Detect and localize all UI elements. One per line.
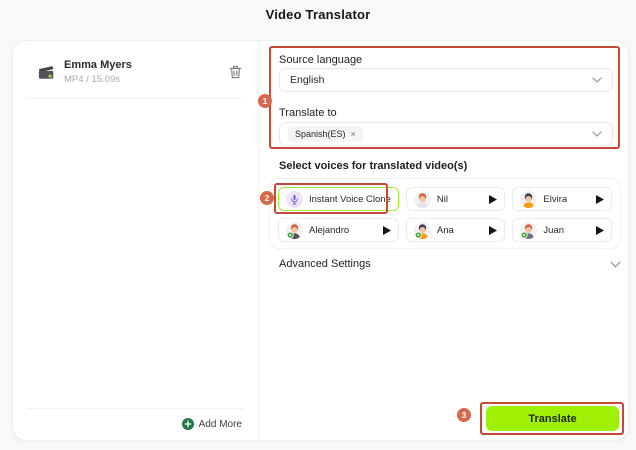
advanced-settings-label: Advanced Settings — [279, 258, 371, 270]
file-name: Emma Myers — [64, 59, 132, 71]
play-icon — [596, 226, 604, 235]
voice-option-ana[interactable] — [406, 218, 506, 242]
voice-option-juan[interactable] — [512, 218, 612, 242]
chevron-down-icon — [610, 261, 621, 268]
language-tag — [288, 126, 363, 142]
chevron-down-icon — [592, 131, 602, 137]
play-voice-button[interactable] — [596, 195, 604, 204]
file-list-panel — [13, 41, 259, 440]
voice-name: Juan — [543, 224, 565, 236]
file-info — [64, 59, 132, 85]
voice-name: Nil — [436, 193, 448, 205]
voice-name: Ana — [436, 224, 454, 236]
avatar-nil — [414, 191, 431, 208]
translate-button[interactable]: Translate — [486, 406, 619, 431]
source-language-label: Source language — [279, 54, 363, 66]
voice-options-grid — [269, 178, 621, 249]
avatar-elvira — [520, 191, 537, 208]
voice-name: Instant Voice Clone — [309, 193, 391, 205]
avatar-alejandro — [286, 222, 303, 239]
add-more-label: Add More — [198, 418, 242, 430]
translate-to-label: Translate to — [279, 107, 337, 119]
advanced-settings-toggle[interactable] — [279, 258, 621, 270]
source-language-value: English — [290, 74, 325, 86]
voice-name: Alejandro — [309, 224, 350, 236]
play-voice-button[interactable] — [489, 195, 497, 204]
translate-to-select[interactable] — [279, 122, 613, 146]
add-more-button[interactable] — [182, 418, 242, 430]
clapperboard-icon — [37, 63, 55, 81]
file-list-item[interactable] — [13, 41, 258, 98]
voice-option-alejandro[interactable] — [278, 218, 399, 242]
voice-name: Elvira — [543, 193, 568, 205]
play-icon — [596, 195, 604, 204]
file-meta: MP4 / 15.09s — [64, 74, 120, 85]
play-voice-button[interactable] — [489, 226, 497, 235]
step-2-badge: 2 — [260, 191, 274, 205]
language-tag-label: Spanish(ES) — [295, 129, 346, 139]
microphone-icon — [286, 191, 303, 208]
remove-language-icon[interactable]: × — [350, 128, 356, 139]
voice-option-instant-voice-clone[interactable] — [278, 187, 399, 211]
main-card — [12, 40, 629, 441]
delete-file-button[interactable] — [227, 63, 244, 81]
play-voice-button[interactable] — [383, 226, 391, 235]
avatar-ana — [414, 222, 431, 239]
panel-footer — [13, 409, 258, 440]
plus-circle-icon — [182, 418, 194, 430]
voice-option-elvira[interactable] — [512, 187, 612, 211]
voice-option-nil[interactable] — [406, 187, 506, 211]
avatar-juan — [520, 222, 537, 239]
trash-icon — [229, 65, 242, 79]
select-voices-label: Select voices for translated video(s) — [279, 160, 468, 172]
chevron-down-icon — [592, 77, 602, 83]
step-3-badge: 3 — [457, 408, 471, 422]
play-voice-button[interactable] — [596, 226, 604, 235]
step-1-badge: 1 — [258, 94, 272, 108]
source-language-select[interactable] — [279, 68, 613, 92]
play-icon — [383, 226, 391, 235]
page-title: Video Translator — [265, 7, 371, 22]
play-icon — [489, 226, 497, 235]
play-icon — [489, 195, 497, 204]
